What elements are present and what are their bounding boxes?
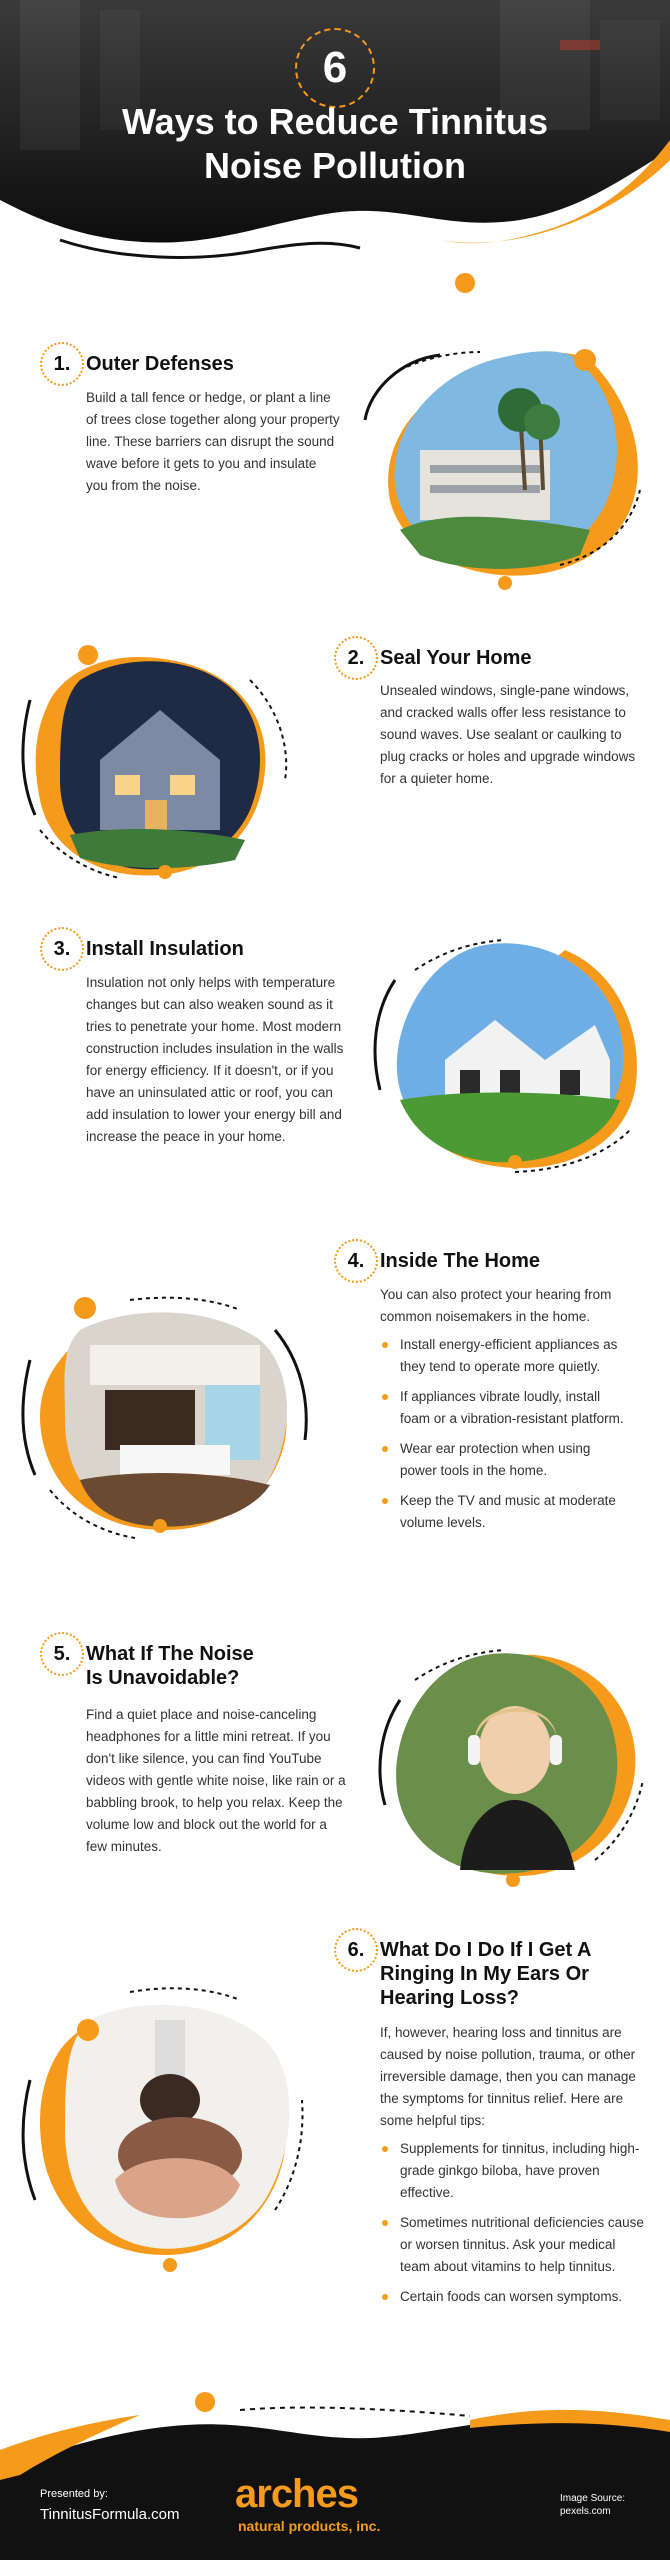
- section-6-bullet-3: Certain foods can worsen symptoms.: [380, 2286, 645, 2308]
- section-6-title-line-1: What Do I Do If I Get A: [380, 1939, 592, 1961]
- footer: [0, 2380, 670, 2560]
- section-3-image: [365, 930, 650, 1180]
- header: [0, 0, 670, 300]
- section-1-body: Build a tall fence or hedge, or plant a line of trees close together along your property line. These barriers can disrupt the sound wave before it gets to you and insulate you from the noise.: [86, 390, 340, 493]
- section-2-title: Seal Your Home: [380, 647, 532, 669]
- section-1-image: [360, 340, 650, 590]
- section-6-title-line-3: Hearing Loss?: [380, 1987, 519, 2009]
- section-5-title: [86, 1642, 254, 1690]
- section-6-intro: If, however, hearing loss and tinnitus are caused by noise pollution, trauma, or other irreversible damage, then you can manage the symptoms for tinnitus relief. Here are some helpful tips:: [380, 2025, 636, 2128]
- image-source-label: Image Source:: [560, 2493, 626, 2504]
- section-5-body: Find a quiet place and noise-canceling headphones for a little mini retreat. If you don't like silence, you can find YouTube videos with gentle white noise, like rain or a babbling brook, to help you relax. Keep the volume low and block out the world for a few minutes.: [86, 1707, 346, 1854]
- section-4-intro: You can also protect your hearing from common noisemakers in the home.: [380, 1287, 612, 1324]
- section-4-bullet-1: Install energy-efficient appliances as they tend to operate more quietly.: [380, 1334, 630, 1378]
- section-6-bullets: [380, 2138, 645, 2308]
- section-6-title-line-2: Ringing In My Ears Or: [380, 1963, 589, 1985]
- page-title: [0, 100, 670, 188]
- section-3-title: Install Insulation: [86, 938, 244, 960]
- section-5-image: [365, 1640, 650, 1890]
- section-4-bullet-4: Keep the TV and music at moderate volume levels.: [380, 1490, 630, 1534]
- section-4-bullet-3: Wear ear protection when using power tools in the home.: [380, 1438, 630, 1482]
- section-2-body: Unsealed windows, single-pane windows, and cracked walls offer less resistance to sound waves. Use sealant or caulking to plug cracks or holes and upgrade windows for a quieter home.: [380, 683, 636, 786]
- section-2-number: 2.: [334, 636, 378, 680]
- section-6-number: 6.: [334, 1928, 378, 1972]
- section-4-bullets: [380, 1334, 630, 1534]
- footer-site-link[interactable]: TinnitusFormula.com: [40, 2506, 180, 2523]
- image-source-value: pexels.com: [560, 2506, 611, 2517]
- title-line-1: Ways to Reduce Tinnitus: [121, 101, 549, 142]
- section-6-body: [380, 2022, 645, 2316]
- title-line-2: Noise Pollution: [203, 145, 466, 186]
- section-6-title: [380, 1938, 591, 2010]
- section-5-title-line-2: Is Unavoidable?: [86, 1667, 240, 1689]
- section-2-image: [20, 640, 300, 890]
- section-5-title-line-1: What If The Noise: [86, 1643, 254, 1665]
- section-4-number: 4.: [334, 1239, 378, 1283]
- presented-by-label: Presented by:: [40, 2488, 108, 2500]
- section-6-image: [20, 1980, 310, 2280]
- section-3-body: Insulation not only helps with temperature changes but can also weaken sound as it tries to penetrate your home. Most modern construction includes insulation in the walls for energy efficiency. If it doesn't, or if you have an uninsulated attic or roof, you can add insulation to lower your energy bill and increase the peace in your home.: [86, 975, 344, 1144]
- arches-logo: arches: [235, 2472, 358, 2516]
- section-4-bullet-2: If appliances vibrate loudly, install foam or a vibration-resistant platform.: [380, 1386, 630, 1430]
- section-3-number: 3.: [40, 927, 84, 971]
- image-source: [560, 2492, 625, 2518]
- section-5-number: 5.: [40, 1632, 84, 1676]
- header-number: 6: [295, 28, 375, 108]
- section-6-bullet-2: Sometimes nutritional deficiencies cause or worsen tinnitus. Ask your medical team about vitamins to help tinnitus.: [380, 2212, 645, 2278]
- section-4-title: Inside The Home: [380, 1250, 541, 1272]
- section-6-bullet-1: Supplements for tinnitus, including high-grade ginkgo biloba, have proven effective.: [380, 2138, 645, 2204]
- section-1-title: Outer Defenses: [86, 353, 234, 375]
- arches-logo-subtitle: natural products, inc.: [238, 2518, 381, 2534]
- section-4-body: [380, 1284, 630, 1542]
- section-4-image: [20, 1290, 310, 1550]
- section-1-number: 1.: [40, 342, 84, 386]
